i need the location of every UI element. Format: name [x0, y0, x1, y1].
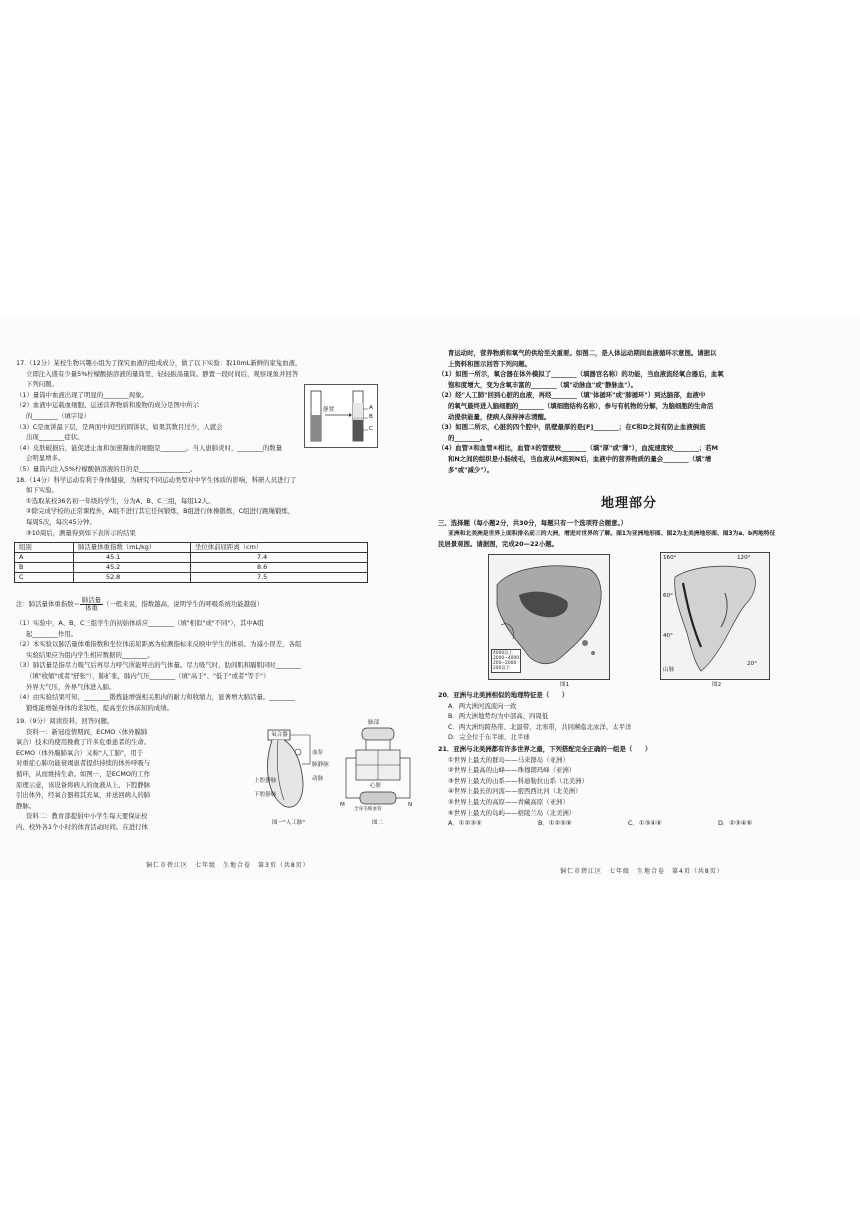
lat-label: 60°: [663, 593, 673, 599]
text-line: 资料一：新冠疫情期间，ECMO（体外膜肺: [26, 727, 148, 736]
text-line: 下列问题。: [26, 380, 58, 389]
lon-label: 120°: [737, 555, 751, 561]
formula-fraction: [80, 597, 103, 612]
legend-item: 2000~4000: [493, 656, 520, 661]
text-line: 起________作用。: [26, 629, 78, 638]
option-d: D．完全位于东半球、北半球: [448, 733, 530, 742]
ecmo-drawing: [254, 724, 338, 816]
text-line: （2）血液中运载血细胞、运送营养物质和废物的成分是图中所示: [16, 401, 200, 410]
exam-sheet: [0, 318, 860, 880]
text-line: 静脉。: [16, 801, 36, 810]
option-c: C．两大洲均跨热带、北温带、北寒带，共同濒临北冰洋、太平洋: [448, 722, 632, 731]
static-label: 静置: [323, 407, 335, 413]
list-item: ①世界上最大的群岛——马来群岛（亚洲）: [448, 755, 569, 764]
text-line: 出现________症状。: [26, 433, 84, 442]
blood-cylinder-figure: [304, 384, 378, 448]
text-line: 如下实验。: [26, 486, 58, 495]
text-line: 17.（12分）某校生物兴趣小组为了探究血液的组成成分，做了以下实验：取10mL新鲜的家兔血液，: [16, 359, 302, 367]
legend-item: 200以下: [493, 666, 511, 671]
table-cell: 7.5: [191, 573, 368, 583]
text-line: （4）由实验结果可知，________锻炼能增强相关肌肉的耐力和收缩力，显著增大肺活量。________: [16, 693, 295, 702]
list-item: ③世界上最大的山系——科迪勒拉山系（北美洲）: [448, 776, 588, 785]
fraction-denominator: 体重: [85, 603, 98, 612]
pulmonary-vein-label: 肺静脉: [312, 762, 329, 768]
table-row: [15, 563, 368, 573]
circulation-figure: [340, 718, 416, 828]
lung-label: 肺部: [368, 720, 380, 726]
artery-label: 动脉: [312, 776, 324, 782]
table-row: [15, 553, 368, 563]
option-b: B．两大洲地势均为中部高、四周低: [448, 712, 549, 721]
text-line: 会明显增多。: [26, 454, 65, 463]
text-line: 三、选择题（每小题2分，共30分，每题只有一个选项符合题意。）: [438, 519, 628, 527]
option-b: B．①②⑤⑥: [538, 819, 572, 828]
text-line: 外界大气压，外界气体进入肺。: [26, 682, 116, 691]
text-line: 多"或"减少"）。: [448, 465, 494, 474]
map-1-caption: 图1: [560, 682, 570, 688]
text-line: （1）如图一所示，氧合器在体外模拟了________（填器官名称）的功能，当血液流经氧合器后，血氧: [438, 370, 724, 379]
list-item: ⑥世界上最大的岛屿——格陵兰岛（北美洲）: [448, 808, 576, 817]
list-item: ②世界上最高的山峰——珠穆朗玛峰（亚洲）: [448, 766, 576, 775]
right-page: [438, 348, 844, 475]
text-line: （1）实验中，A、B、C三组学生的初始体质应________（填"相似"或"不同"），其中A组: [16, 619, 264, 627]
text-line: 的氧气最终进入脑细胞的________（填细胞结构名称），参与有机物的分解，为脑细胞的生命活: [448, 401, 714, 410]
option-a: A．两大洲河流流向一致: [448, 701, 517, 710]
option-d: D．②③④⑥: [718, 819, 753, 828]
text-line: 21．亚洲与北美洲都有许多世界之最，下列搭配完全正确的一组是（ ）: [438, 745, 652, 753]
table-cell: 52.8: [74, 573, 191, 583]
legend-item: 4000以上: [493, 651, 513, 656]
text-line: 循环，从而维持生命。如图一，是ECMO的工作: [16, 769, 151, 778]
list-item: ④世界上最长的河流——密西西比河（北美洲）: [448, 787, 582, 796]
text-line: 对重症心肺功能衰竭患者提供持续的体外呼吸与: [16, 759, 151, 768]
table-cell: 45.2: [74, 563, 191, 573]
text-line: ③10周后，测量得到如下表所示的结果: [26, 528, 136, 537]
mountain-legend: 山脉: [663, 667, 675, 673]
text-line: 氧合）技术的使用挽救了许多危重患者的生命。: [16, 738, 151, 747]
text-line: ①选取某校36名初一年级的学生，分为A、B、C三组，每组12人。: [26, 496, 215, 505]
circulation-drawing: [340, 718, 416, 816]
table-cell: 7.4: [191, 553, 368, 563]
n-label: N: [408, 802, 413, 808]
text-line: 动提供能量，使病人保持神志清醒。: [448, 412, 551, 421]
text-line: 育运动时，营养物质和氧气的供给至关重要。如图二，是人体运动期间血液循环示意图。请据以: [448, 349, 717, 357]
cylinder-drawing: [305, 385, 377, 447]
table-row: [15, 573, 368, 583]
lat-label: 20°: [747, 661, 757, 667]
text-line: ②除完成学校的正常课程外，A组不进行其它任何锻炼，B组进行体操锻炼，C组进行跳绳锻炼，: [26, 507, 295, 516]
text-line: ECMO（体外膜肺氧合）又称"人工肺"，用于: [16, 748, 144, 757]
pump-label: 血泵: [312, 750, 324, 756]
text-line: 19.（9分）阅读资料，回答问题。: [16, 717, 114, 725]
table-cell: C: [15, 573, 74, 583]
text-line: 和N之间的组织是小肠绒毛，当血液从M流到N后，血液中的营养物质的量会________（填"增: [448, 454, 712, 463]
option-a: A．①②③⑤: [448, 819, 482, 828]
text-line: （5）量筒内注入5%柠檬酸钠溶液的目的是________________。: [16, 464, 197, 473]
question-20: [438, 690, 844, 743]
question-18-subquestions: [16, 618, 424, 713]
text-line: 民居景观图。请据图，完成20—22小题。: [438, 540, 559, 549]
capillary-label: 全身毛细血管: [354, 807, 382, 812]
text-line: （3）C是血饼最下层，是两面中间凹的圆饼状，如果其数目过少，人就会: [16, 422, 223, 431]
option-c: C．①③④⑥: [628, 819, 662, 828]
text-line: 每周5次，每次45分钟。: [26, 517, 96, 526]
question-21: [438, 744, 844, 829]
table-header: 坐位体前屈距离（cm）: [191, 543, 368, 553]
superior-vena-cava-label: 上腔静脉: [254, 778, 277, 784]
formula-note: [16, 596, 263, 612]
layer-label-c: C: [369, 426, 373, 432]
map-2-caption: 图2: [712, 682, 722, 688]
text-line: 上资料和图示回答下列问题。: [448, 359, 532, 368]
oxygenator-label: 氧合器: [271, 732, 288, 738]
page-footer-right: 铜仁市碧江区 七年级 生地合卷 第4页（共8页）: [560, 868, 724, 875]
note-prefix: 注：肺活量体重指数＝: [16, 600, 80, 608]
section-3-intro: [438, 518, 844, 550]
text-line: （2）经"人工肺"回到心脏的血液，再经________（填"体循环"或"肺循环"）到达脑部，血液中: [438, 391, 706, 400]
legend-item: 200~2000: [493, 661, 517, 666]
page-footer-left: 铜仁市碧江区 七年级 生地合卷 第3页（共8页）: [146, 862, 310, 869]
figure-1-caption: 图一"人工肺": [272, 820, 306, 826]
table-cell: 8.6: [191, 563, 368, 573]
list-item: ⑤世界上最大的高原——青藏高原（亚洲）: [448, 797, 569, 806]
table-cell: B: [15, 563, 74, 573]
question-18: [16, 475, 424, 539]
text-line: （4）血管③和血管④相比，血管③的管壁较________（填"厚"或"薄"），血流速度较________；若M: [438, 444, 718, 453]
north-america-topographic-map: [660, 552, 770, 680]
layer-label-a: A: [369, 405, 373, 411]
text-line: 实验结果应为组内学生相应数据的________。: [26, 650, 154, 659]
text-line: 饱和度增大，变为含氧丰富的________（填"动脉血"或"静脉血"）。: [448, 380, 638, 389]
text-line: 20．亚洲与北美洲相似的地理特征是（ ）: [438, 691, 569, 699]
text-line: 的________（填字母）: [26, 411, 90, 420]
question-19: [16, 716, 252, 833]
text-line: （1）量筒中血液出现了明显的________现象。: [16, 390, 148, 399]
lat-label: 40°: [663, 633, 673, 639]
ecmo-figure: [254, 724, 338, 826]
table-header-row: [15, 543, 368, 553]
text-line: 内、校外各1个小时的体育活动时间。在进行体: [16, 822, 148, 831]
geography-section-title: 地理部分: [601, 496, 658, 511]
fraction-numerator: 肺活量: [81, 596, 102, 604]
table-header: 肺活量体重指数（mL/kg）: [74, 543, 191, 553]
text-line: 亚洲和北美洲是世界上面积排名前三的大洲，增进对世界的了解。图1为亚洲地形图、图2为北美洲地形图、图3为a、b两地特征: [448, 530, 776, 537]
text-line: （3）肺活量是指尽力吸气后再尽力呼气所能呼出的气体量。尽力吸气时，肋间肌和膈肌同时________: [16, 661, 302, 670]
text-line: （3）如图二所示，心脏的四个腔中，肌壁最厚的是[F]________；在C和D之间有防止血液倒流: [438, 423, 706, 432]
text-line: 立即注入盛有少量5%柠檬酸钠溶液的量筒里，轻轻振荡量筒。静置一段时间后，观察现象并回答: [26, 369, 299, 378]
text-line: 18.（14分）科学运动有利于身体健康，为研究不同运动类型对中学生体质的影响，科研人员进行了: [16, 475, 297, 484]
text-line: 的________。: [448, 433, 487, 442]
layer-label-b: B: [369, 414, 373, 420]
text-line: （填"收缩"或者"舒张"），肺扩张，肺内气压________（填"高于"、"低于"或者"等于"）: [26, 671, 270, 680]
table-cell: A: [15, 553, 74, 563]
heart-label: 心脏: [370, 783, 382, 789]
m-label: M: [340, 802, 345, 808]
text-line: 引出体外，经氧合器将其充氧，并送回病人的肺: [16, 791, 151, 800]
asia-map-legend: [491, 649, 521, 673]
text-line: （4）皮肤破损后，能促进止血和加速凝血的细胞是________。当人患肺炎时，________的数量: [16, 443, 283, 452]
table-header: 组别: [15, 543, 74, 553]
answer-options: [438, 818, 844, 829]
table-cell: 45.1: [74, 553, 191, 563]
text-line: 资料二：教育部提倡中小学生每天要保证校: [26, 812, 148, 821]
asia-topographic-map: [488, 554, 610, 680]
inferior-vena-cava-label: 下腔静脉: [254, 792, 277, 798]
figure-2-caption: 图二: [372, 820, 384, 826]
text-line: （2）本实验以肺活量体重指数和坐位体前屈距离为检测指标来反映中学生的体质。为减小误差，各组: [16, 640, 302, 649]
lung-capacity-table: [14, 542, 368, 583]
text-line: 原理示意，该设备将病人的血液从上、下腔静脉: [16, 780, 151, 789]
lon-label: 160°: [663, 555, 677, 561]
text-line: 锻炼能增强身体的柔韧性，提高坐位体前屈的成绩。: [26, 703, 173, 712]
note-suffix: （一般来说，指数越高，说明学生的呼吸系统功能越强）: [103, 600, 263, 608]
